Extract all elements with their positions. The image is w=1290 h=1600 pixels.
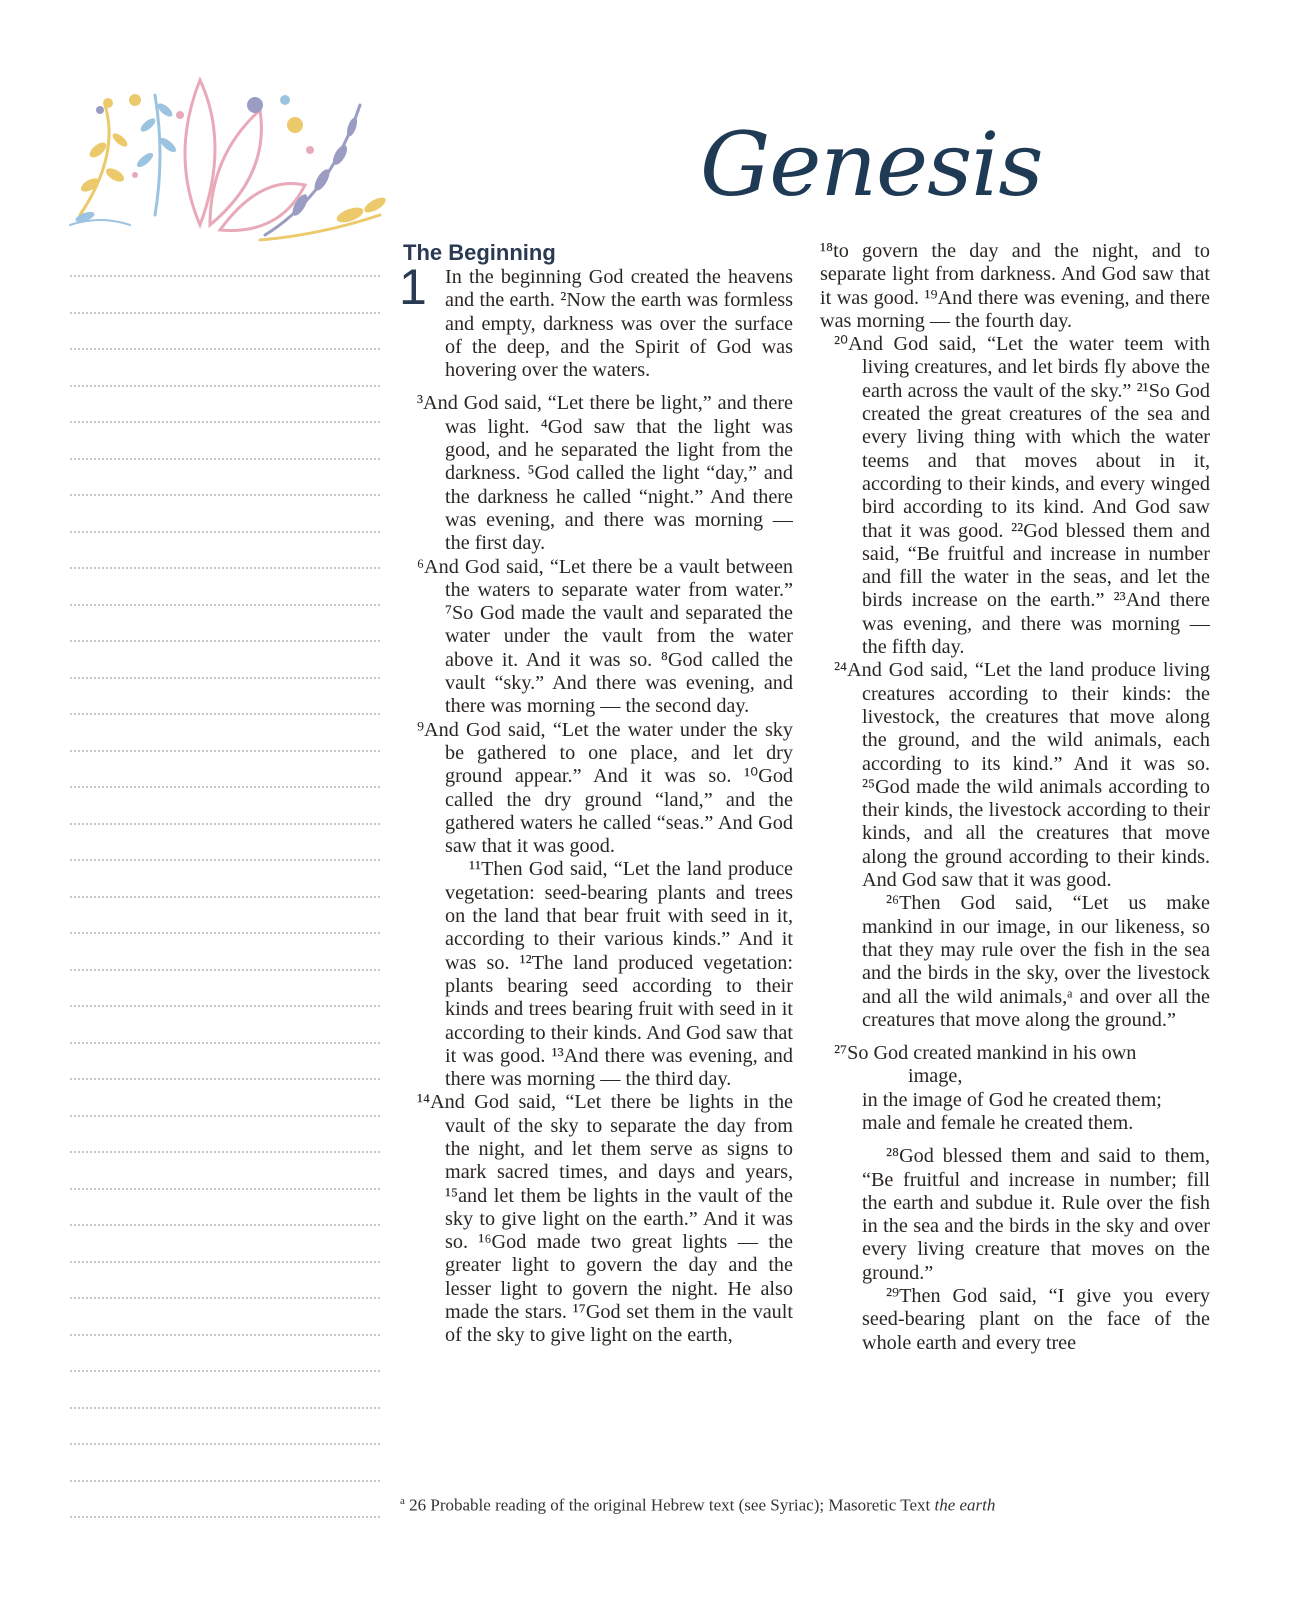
note-line <box>70 275 380 277</box>
column-1-body <box>399 259 793 1348</box>
note-line <box>70 1005 380 1007</box>
poetry-line: in the image of God he created them; <box>862 1088 1162 1111</box>
chapter-opening <box>399 259 793 382</box>
note-line <box>70 1188 380 1190</box>
note-line <box>70 1115 380 1117</box>
note-line <box>70 677 380 679</box>
note-line <box>70 750 380 752</box>
note-line <box>70 567 380 569</box>
note-line <box>70 458 380 460</box>
column-2-body <box>820 240 1210 1032</box>
note-line <box>70 640 380 642</box>
note-line <box>70 1224 380 1226</box>
note-line <box>70 1261 380 1263</box>
verse-paragraph: In the beginning God created the heavens and the earth. ²Now the earth was formless and empty, darkness was over the surface of the deep, and the Spirit of God was hovering over the waters. <box>445 266 793 382</box>
note-line <box>70 969 380 971</box>
note-line <box>70 932 380 934</box>
note-line <box>70 713 380 715</box>
note-line <box>70 1151 380 1153</box>
note-line <box>70 1078 380 1080</box>
note-line <box>70 531 380 533</box>
footnote-emphasis: the earth <box>934 1495 996 1515</box>
verse-paragraph: ²⁸God blessed them and said to them, “Be fruitful and increase in number; fill the earth and subdue it. Rule over the fish in the sea and the birds in the sky and over every living creature that moves on the ground.” <box>862 1145 1210 1284</box>
section-heading: The Beginning <box>403 240 556 265</box>
note-line <box>70 823 380 825</box>
note-line <box>70 786 380 788</box>
verse-paragraph: ¹⁸to govern the day and the night, and to separate light from darkness. And God saw that it was good. ¹⁹And there was evening, and there was morning — the fourth day. <box>820 240 1210 332</box>
note-line <box>70 1042 380 1044</box>
notes-area <box>70 270 380 1560</box>
note-line <box>70 859 380 861</box>
note-line <box>70 1516 380 1518</box>
verse-paragraph: ¹⁴And God said, “Let there be lights in the vault of the sky to separate the day from the night, and let them serve as signs to mark sacred times, and days and years, ¹⁵and let them be lights in the vault of the sky to give light on the earth.” And it was so. ¹⁶God made two great lights — the greater light to govern the day and the lesser light to govern the night. He also made the stars. ¹⁷God set them in the vault of the sky to give light on the earth, <box>417 1091 793 1347</box>
note-line <box>70 1297 380 1299</box>
footnote-marker: a <box>400 1495 405 1507</box>
verse-paragraph: ⁶And God said, “Let there be a vault between the waters to separate water from water.” ⁷So God made the vault and separated the water under the vault from the water above it. And it was so. ⁸God called the vault “sky.” And there was evening, and there was morning — the second day. <box>417 555 793 718</box>
note-line <box>70 385 380 387</box>
note-line <box>70 604 380 606</box>
note-line <box>70 312 380 314</box>
note-line <box>70 1370 380 1372</box>
verse-paragraph: ¹¹Then God said, “Let the land produce vegetation: seed-bearing plants and trees on the land that bear fruit with seed in it, according to their various kinds.” And it was so. ¹²The land produced vegetation: plants bearing seed according to their kinds and trees bearing fruit with seed in it according to their kinds. And God saw that it was good. ¹³And there was evening, and there was morning — the third day. <box>445 858 793 1091</box>
note-line <box>70 1407 380 1409</box>
note-line <box>70 1443 380 1445</box>
floral-illustration <box>60 65 395 250</box>
poetry-line: male and female he created them. <box>862 1111 1134 1134</box>
note-line <box>70 494 380 496</box>
note-line <box>70 1334 380 1336</box>
note-line <box>70 1480 380 1482</box>
note-line <box>70 421 380 423</box>
verse-paragraph: ²⁹Then God said, “I give you every seed-bearing plant on the face of the whole earth and every tree <box>862 1285 1210 1354</box>
footnote-text: Probable reading of the original Hebrew text (see Syriac); Masoretic Text <box>430 1495 931 1515</box>
poetry-line: image, <box>908 1065 963 1088</box>
footnote-ref: 26 <box>409 1495 427 1515</box>
chapter-number: 1 <box>399 259 427 315</box>
verse-paragraph: ²⁶Then God said, “Let us make mankind in our image, in our likeness, so that they may rule over the fish in the sea and the birds in the sky, over the livestock and all the wild animals,ᵃ and over all the creatures that move along the ground.” <box>862 892 1210 1031</box>
verse-paragraph: ²⁴And God said, “Let the land produce living creatures according to their kinds: the livestock, the creatures that move along the ground, and the wild animals, each according to its kind.” And it was so. ²⁵God made the wild animals according to their kinds, the livestock according to their kinds, and all the creatures that move along the ground according to their kinds. And God saw that it was good. <box>834 659 1210 892</box>
text-column-1 <box>399 240 793 1480</box>
verse-paragraph: ⁹And God said, “Let the water under the sky be gathered to one place, and let dry ground appear.” And it was so. ¹⁰God called the dry ground “land,” and the gathered waters he called “seas.” And God saw that it was good. <box>417 718 793 858</box>
poetry-line: ²⁷So God created mankind in his own <box>834 1042 1137 1065</box>
verse-paragraph: ³And God said, “Let there be light,” and there was light. ⁴God saw that the light was good, and he separated the light from the darkness. ⁵God called the light “day,” and the darkness he called “night.” And there was evening, and there was morning — the first day. <box>417 392 793 555</box>
column-2-body-continued <box>820 1145 1210 1355</box>
footnote <box>400 1495 1200 1516</box>
verse-paragraph: ²⁰And God said, “Let the water teem with living creatures, and let birds fly above the earth across the vault of the sky.” ²¹So God created the great creatures of the sea and every living thing with which the water teems and that moves about in it, according to their kinds, and every winged bird according to its kind. And God saw that it was good. ²²God blessed them and said, “Be fruitful and increase in number and fill the water in the seas, and let the birds increase on the earth.” ²³And there was evening, and there was morning — the fifth day. <box>834 333 1210 659</box>
text-column-2 <box>820 240 1210 1480</box>
note-line <box>70 348 380 350</box>
note-line <box>70 896 380 898</box>
book-title: Genesis <box>700 113 1043 216</box>
poetry-block <box>820 1042 1210 1135</box>
